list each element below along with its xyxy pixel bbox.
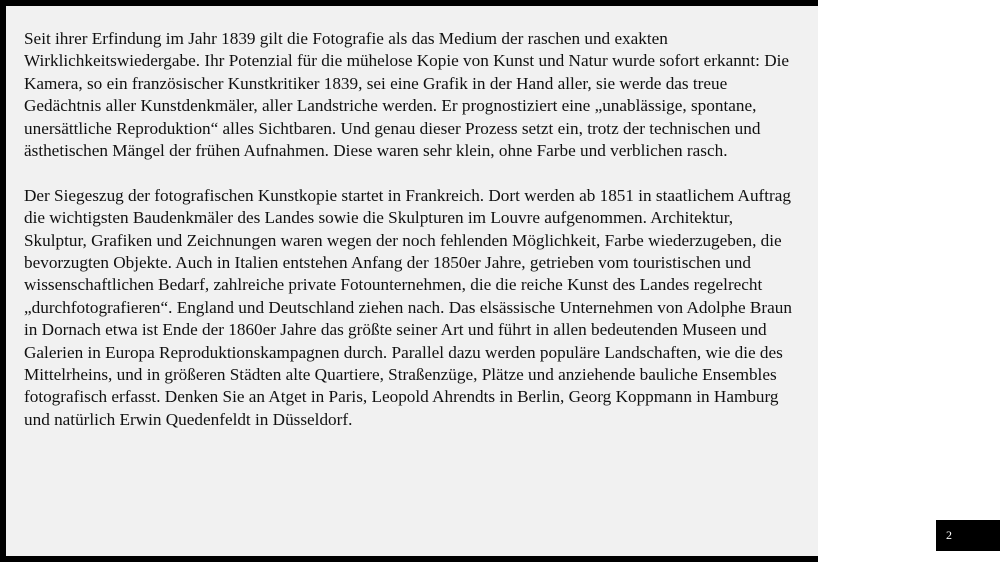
paragraph-history: Der Siegeszug der fotografischen Kunstkopie startet in Frankreich. Dort werden ab 1851 in staatlichem Auftrag die wichtigsten Baudenkmäler des Landes sowie die Skulpturen im Louvre aufgenommen. Architektur, Skulptur, Grafiken und Zeichnungen waren wegen der noch fehlenden Möglichkeit, Farbe wiederzugeben, die bevorzugten Objekte. Auch in Italien entstehen Anfang der 1850er Jahre, getrieben vom touristischen und wissenschaftlichen Bedarf, zahlreiche private Fotounternehmen, die die reiche Kunst des Landes regelrecht „durchfotografieren“. England und Deutschland ziehen nach. Das elsässische Unternehmen von Adolphe Braun in Dornach etwa ist Ende der 1860er Jahre das größte seiner Art und führt in allen bedeutenden Museen und Galerien in Europa Reproduktionskampagnen durch. Parallel dazu werden populäre Landschaften, wie die des Mittelrheins, und in größeren Städten alte Quartiere, Straßenzüge, Plätze und anziehende bauliche Ensembles fotografisch erfasst. Denken Sie an Atget in Paris, Leopold Ahrendts in Berlin, Georg Koppmann in Hamburg und natürlich Erwin Quedenfeldt in Düsseldorf. [24, 185, 792, 429]
text-panel [6, 6, 818, 556]
paragraph-intro: Seit ihrer Erfindung im Jahr 1839 gilt die Fotografie als das Medium der raschen und exakten Wirklichkeitswiedergabe. Ihr Potenzial für die mühelose Kopie von Kunst und Natur wurde sofort erkannt: Die Kamera, so ein französischer Kunstkritiker 1839, sei eine Grafik in der Hand aller, sie werde das treue Gedächtnis aller Kunstdenkmäler, aller Landstriche werden. Er prognostiziert eine „unablässige, spontane, unersättliche Reproduktion“ alles Sichtbaren. Und genau dieser Prozess setzt ein, trotz der technischen und ästhetischen Mängel der frühen Aufnahmen. Diese waren sehr klein, ohne Farbe und verblichen rasch. [24, 29, 790, 161]
page-number: 2 [936, 520, 1000, 551]
